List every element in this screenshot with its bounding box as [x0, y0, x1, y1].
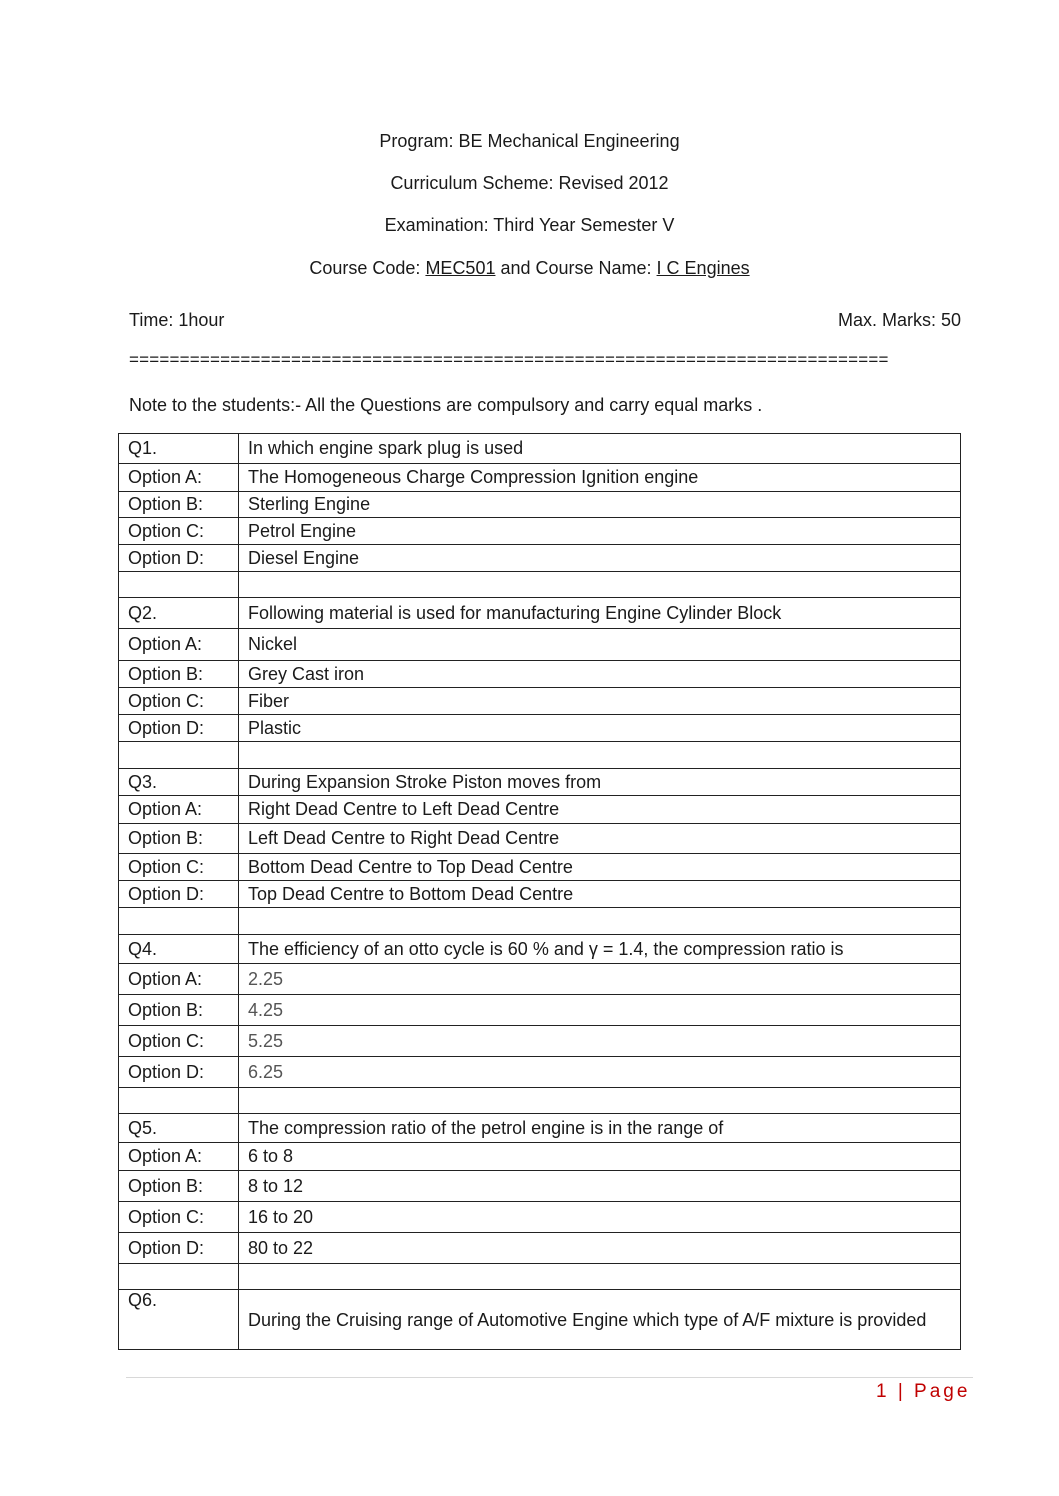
option-text: Bottom Dead Centre to Top Dead Centre [239, 854, 961, 881]
spacer-cell [119, 742, 239, 769]
spacer-row [119, 742, 961, 769]
time-label: Time: 1hour [129, 310, 225, 330]
question-number: Q2. [119, 598, 239, 629]
question-text: During Expansion Stroke Piston moves from [239, 769, 961, 796]
student-note: Note to the students:- All the Questions are compulsory and carry equal marks . [129, 395, 763, 415]
question-row [119, 1290, 961, 1350]
option-label: Option A: [119, 629, 239, 661]
option-row [119, 1171, 961, 1202]
option-row [119, 824, 961, 854]
option-label: Option D: [119, 715, 239, 742]
course-mid: and Course Name: [495, 258, 657, 278]
option-label: Option A: [119, 1143, 239, 1171]
question-row [119, 1114, 961, 1143]
question-row [119, 769, 961, 796]
option-label: Option B: [119, 824, 239, 854]
option-row [119, 715, 961, 742]
option-row [119, 545, 961, 572]
course-name: I C Engines [656, 258, 750, 278]
option-row [119, 1202, 961, 1233]
option-text: Petrol Engine [239, 518, 961, 545]
option-text: Diesel Engine [239, 545, 961, 572]
page-number: 1 | Page [876, 1381, 971, 1402]
option-text: 8 to 12 [239, 1171, 961, 1202]
option-text: 6.25 [239, 1057, 961, 1088]
spacer-cell [119, 572, 239, 598]
option-row [119, 518, 961, 545]
option-row [119, 796, 961, 824]
option-row [119, 1026, 961, 1057]
option-text: Nickel [239, 629, 961, 661]
option-label: Option C: [119, 518, 239, 545]
separator-line: =========================================================================== [129, 350, 889, 369]
question-row [119, 434, 961, 464]
option-label: Option A: [119, 464, 239, 492]
question-number: Q6. [119, 1290, 239, 1350]
option-text: 2.25 [239, 964, 961, 995]
option-label: Option C: [119, 688, 239, 715]
spacer-cell [239, 1088, 961, 1114]
max-marks-label: Max. Marks: 50 [837, 310, 961, 330]
option-label: Option D: [119, 1233, 239, 1264]
spacer-row [119, 572, 961, 598]
question-text: Following material is used for manufacturing Engine Cylinder Block [239, 598, 961, 629]
spacer-row [119, 1088, 961, 1114]
question-number: Q1. [119, 434, 239, 464]
examination-line: Examination: Third Year Semester V [384, 215, 675, 235]
option-row [119, 854, 961, 881]
scheme-line: Curriculum Scheme: Revised 2012 [390, 173, 669, 193]
question-row [119, 598, 961, 629]
questions-table [118, 433, 961, 1350]
option-row [119, 688, 961, 715]
option-text: Fiber [239, 688, 961, 715]
option-label: Option B: [119, 661, 239, 688]
question-text: In which engine spark plug is used [239, 434, 961, 464]
option-row [119, 1057, 961, 1088]
spacer-cell [119, 1264, 239, 1290]
option-label: Option A: [119, 964, 239, 995]
question-text: During the Cruising range of Automotive Engine which type of A/F mixture is provided [239, 1290, 961, 1350]
option-row [119, 661, 961, 688]
option-text: 5.25 [239, 1026, 961, 1057]
option-row [119, 464, 961, 492]
option-row [119, 964, 961, 995]
option-label: Option A: [119, 796, 239, 824]
option-text: Right Dead Centre to Left Dead Centre [239, 796, 961, 824]
spacer-cell [239, 572, 961, 598]
course-code: MEC501 [425, 258, 496, 278]
option-text: Top Dead Centre to Bottom Dead Centre [239, 881, 961, 908]
option-row [119, 1143, 961, 1171]
option-row [119, 881, 961, 908]
option-label: Option D: [119, 545, 239, 572]
footer-divider [126, 1377, 973, 1378]
option-text: Plastic [239, 715, 961, 742]
spacer-cell [119, 908, 239, 935]
option-text: 16 to 20 [239, 1202, 961, 1233]
spacer-cell [119, 1088, 239, 1114]
spacer-cell [239, 742, 961, 769]
course-prefix: Course Code: [309, 258, 426, 278]
option-label: Option B: [119, 995, 239, 1026]
spacer-row [119, 908, 961, 935]
option-row [119, 629, 961, 661]
spacer-row [119, 1264, 961, 1290]
option-label: Option D: [119, 1057, 239, 1088]
course-line [0, 258, 1059, 279]
option-row [119, 1233, 961, 1264]
spacer-cell [239, 908, 961, 935]
question-text: The efficiency of an otto cycle is 60 % and γ = 1.4, the compression ratio is [239, 935, 961, 964]
option-text: 6 to 8 [239, 1143, 961, 1171]
option-text: 4.25 [239, 995, 961, 1026]
option-row [119, 492, 961, 518]
spacer-cell [239, 1264, 961, 1290]
option-label: Option C: [119, 1202, 239, 1233]
option-row [119, 995, 961, 1026]
program-line: Program: BE Mechanical Engineering [379, 131, 680, 151]
option-label: Option C: [119, 854, 239, 881]
option-label: Option B: [119, 492, 239, 518]
option-label: Option B: [119, 1171, 239, 1202]
option-text: Sterling Engine [239, 492, 961, 518]
option-text: The Homogeneous Charge Compression Ignition engine [239, 464, 961, 492]
option-label: Option C: [119, 1026, 239, 1057]
question-row [119, 935, 961, 964]
question-number: Q5. [119, 1114, 239, 1143]
option-text: Grey Cast iron [239, 661, 961, 688]
option-text: 80 to 22 [239, 1233, 961, 1264]
option-text: Left Dead Centre to Right Dead Centre [239, 824, 961, 854]
question-number: Q4. [119, 935, 239, 964]
option-label: Option D: [119, 881, 239, 908]
question-text: The compression ratio of the petrol engine is in the range of [239, 1114, 961, 1143]
question-number: Q3. [119, 769, 239, 796]
